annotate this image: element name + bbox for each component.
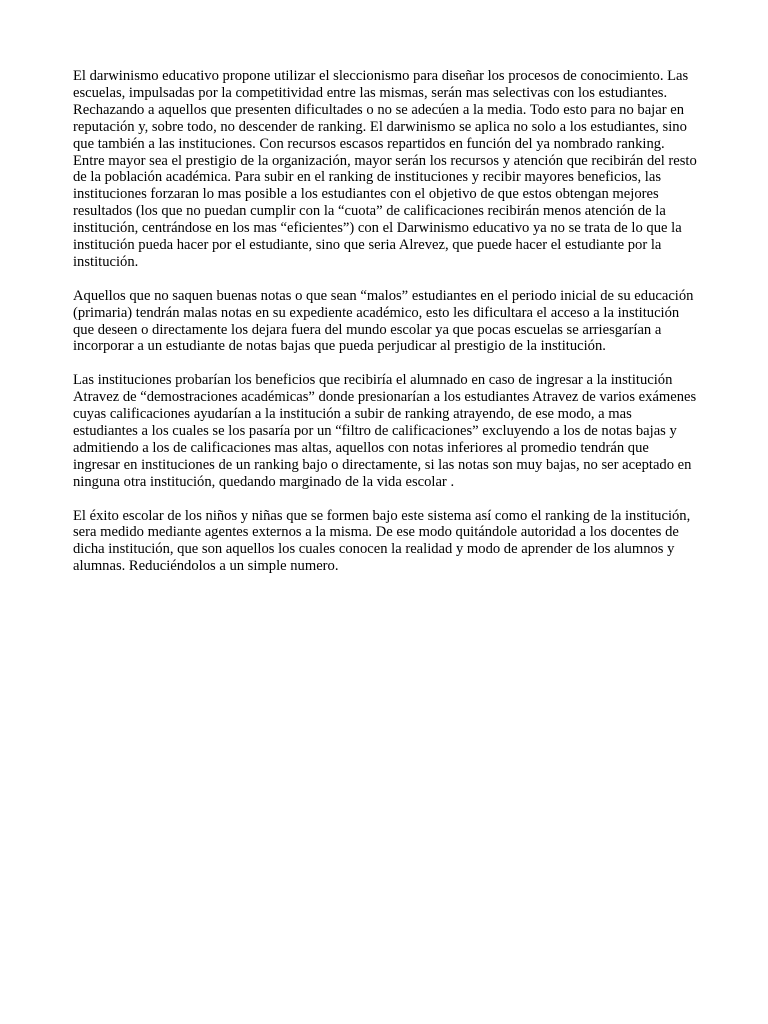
paragraph-darwinismo-educativo: El darwinismo educativo propone utilizar el sleccionismo para diseñar los procesos de conocimiento. Las escuelas, impulsadas por la competitividad entre las mismas, serán mas selectivas con los estudiantes. Rechazando a aquellos que presenten dificultades o no se adecúen a la media. Todo esto para no bajar en reputación y, sobre todo, no descender de ranking. El darwinismo se aplica no solo a los estudiantes, sino que también a las instituciones. Con recursos escasos repartidos en función del ya nombrado ranking. Entre mayor sea el prestigio de la organización, mayor serán los recursos y atención que recibirán del resto de la población académica. Para subir en el ranking de instituciones y recibir mayores beneficios, las instituciones forzaran lo mas posible a los estudiantes con el objetivo de que estos obtengan mejores resultados (los que no puedan cumplir con la “cuota” de calificaciones recibirán menos atención de la institución, centrándose en los mas “eficientes”) con el Darwinismo educativo ya no se trata de lo que la institución pueda hacer por el estudiante, sino que seria Alrevez, que puede hacer el estudiante por la institución. (73, 68, 697, 270)
paragraph-exito-escolar: El éxito escolar de los niños y niñas que se formen bajo este sistema así como el ranking de la institución, sera medido mediante agentes externos a la misma. De ese modo quitándole autoridad a los docentes de dicha institución, que son aquellos los cuales conocen la realidad y modo de aprender de los alumnos y alumnas. Reduciéndolos a un simple numero. (73, 507, 691, 575)
document-page (73, 68, 698, 592)
paragraph-malas-notas: Aquellos que no saquen buenas notas o que sean “malos” estudiantes en el periodo inicial de su educación (primaria) tendrán malas notas en su expediente académico, esto les dificultara el acceso a la institución que deseen o directamente los dejara fuera del mundo escolar ya que pocas escuelas se arriesgarían a incorporar a un estudiante de notas bajas que pueda perjudicar al prestigio de la institución. (73, 287, 694, 355)
paragraph-instituciones-beneficios: Las instituciones probarían los beneficios que recibiría el alumnado en caso de ingresar a la institución Atravez de “demostraciones académicas” donde presionarían a los estudiantes Atravez de varios exámenes cuyas calificaciones ayudarían a la institución a subir de ranking atrayendo, de ese modo, a mas estudiantes a los cuales se los pasaría por un “filtro de calificaciones” excluyendo a los de notas bajas y admitiendo a los de calificaciones mas altas, aquellos con notas inferiores al promedio tendrán que ingresar en instituciones de un ranking bajo o directamente, si las notas son muy bajas, no ser aceptado en ninguna otra institución, quedando marginado de la vida escolar . (73, 372, 697, 490)
